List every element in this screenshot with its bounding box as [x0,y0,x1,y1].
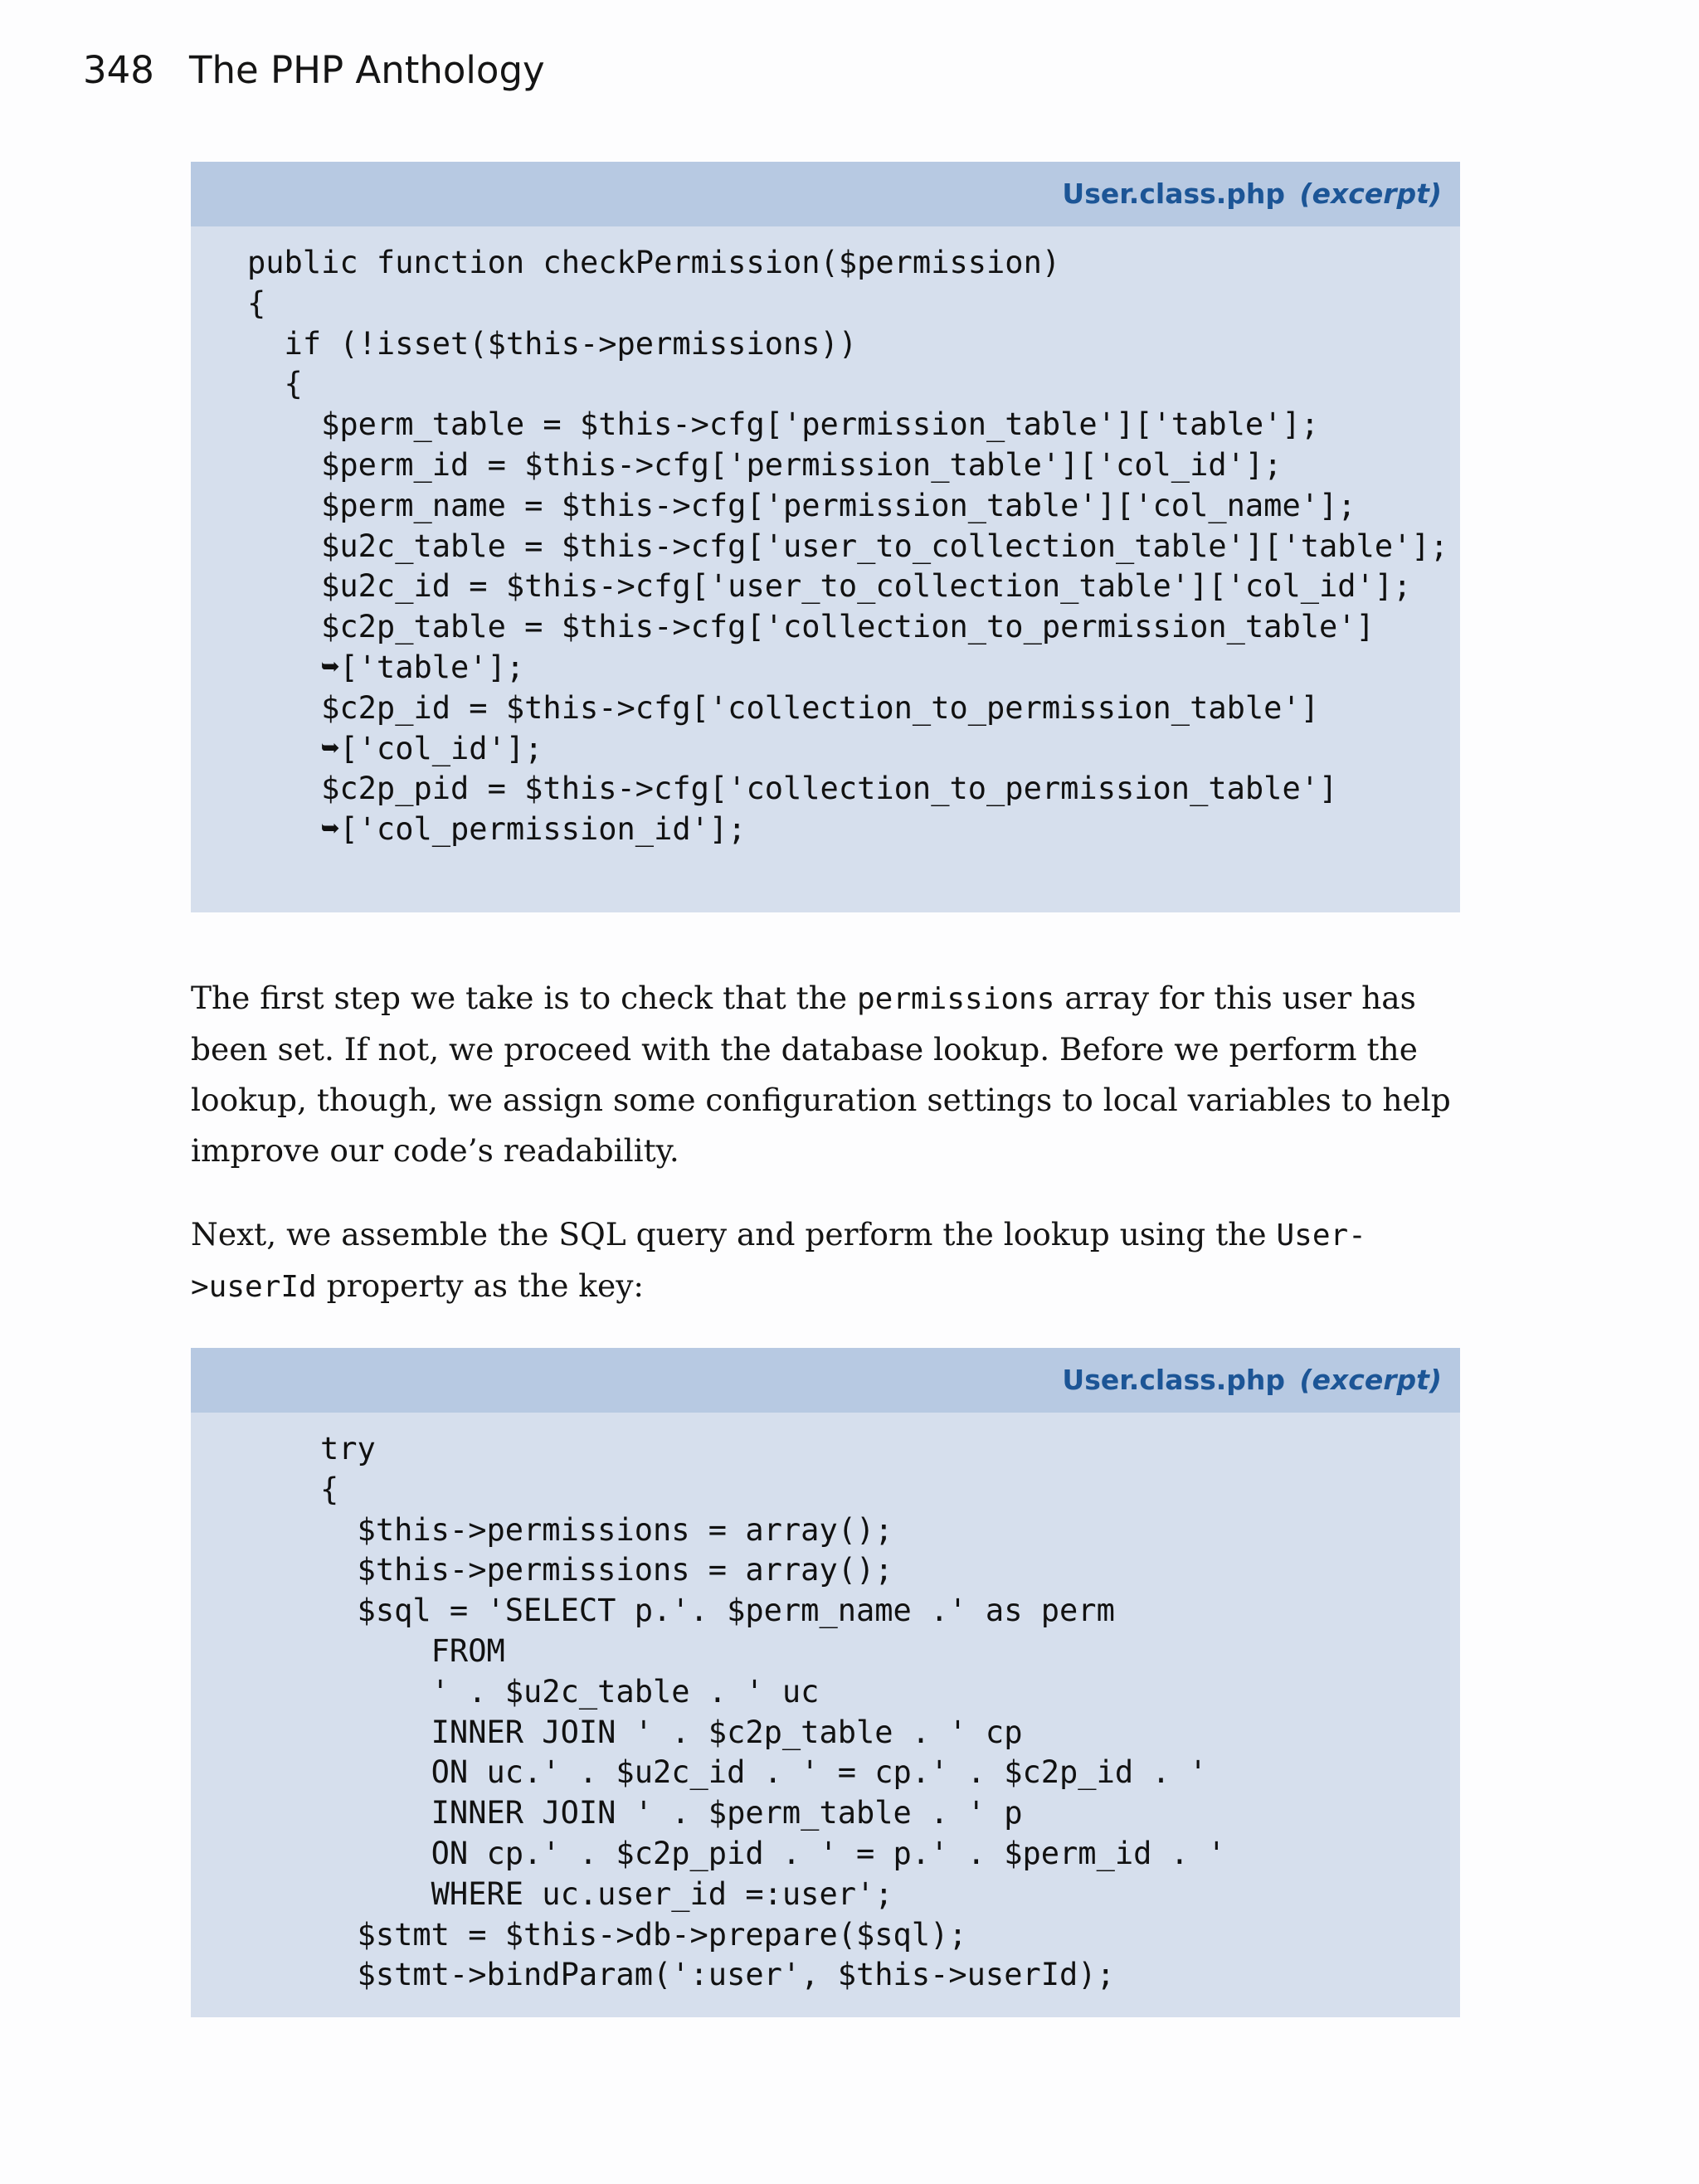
running-head [83,48,545,92]
inline-code: User->userId [191,1218,1366,1304]
paragraph-text: array for this user has been set. If not, we proceed with the database lookup. Before we perform the lookup, though, we assign some configuration settings to local variables to help improve our code’s readability. [191,980,1451,1169]
paragraph-text: Next, we assemble the SQL query and perform the lookup using the [191,1216,1277,1253]
code-listing-body: public function checkPermission($permission) { if (!isset($this->permissions)) { $perm_table = $this->cfg['permission_table']['table']; $perm_id = $this->cfg['permission_table']['col_id']; $perm_name = $this->cfg['permission_table']['col_name']; $u2c_table = $this->cfg['user_to_collection_table']['table']; $u2c_id = $this->cfg['user_to_collection_table']['col_id']; $c2p_table = $this->cfg['collection_to_permission_table'] ➥['table']; $c2p_id = $this->cfg['collection_to_permission_table'] ➥['col_id']; $c2p_pid = $this->cfg['collection_to_permission_table'] ➥['col_permission_id']; [247,245,1448,848]
code-listing-2 [191,1348,1460,2017]
inline-code: permissions [856,982,1055,1016]
code-listing-body: try { $this->permissions = array(); $this->permissions = array(); $sql = 'SELECT p.'. $perm_name .' as perm FROM ' . $u2c_table . ' uc INNER JOIN ' . $c2p_table . ' cp ON uc.' . $u2c_id . ' = cp.' . $c2p_id . ' INNER JOIN ' . $perm_table . ' p ON cp.' . $c2p_pid . ' = p.' . $perm_id . ' WHERE uc.user_id =:user'; $stmt = $this->db->prepare($sql); $stmt->bindParam(':user', $this->userId); [320,1431,1226,1993]
body-paragraph [191,1209,1468,1312]
code-listing-header [191,162,1460,226]
code-listing-filename: User.class.php [1062,178,1286,210]
page-number: 348 [83,48,154,92]
code-listing-excerpt-label: (excerpt) [1299,178,1442,210]
code-listing-1 [191,162,1460,912]
code-listing-filename: User.class.php [1062,1364,1286,1396]
body-paragraph [191,973,1468,1176]
code-listing-header [191,1348,1460,1413]
paragraph-text: The first step we take is to check that the [191,980,857,1016]
paragraph-text: property as the key: [316,1267,645,1304]
code-listing-excerpt-label: (excerpt) [1299,1364,1442,1396]
book-title: The PHP Anthology [189,48,545,92]
